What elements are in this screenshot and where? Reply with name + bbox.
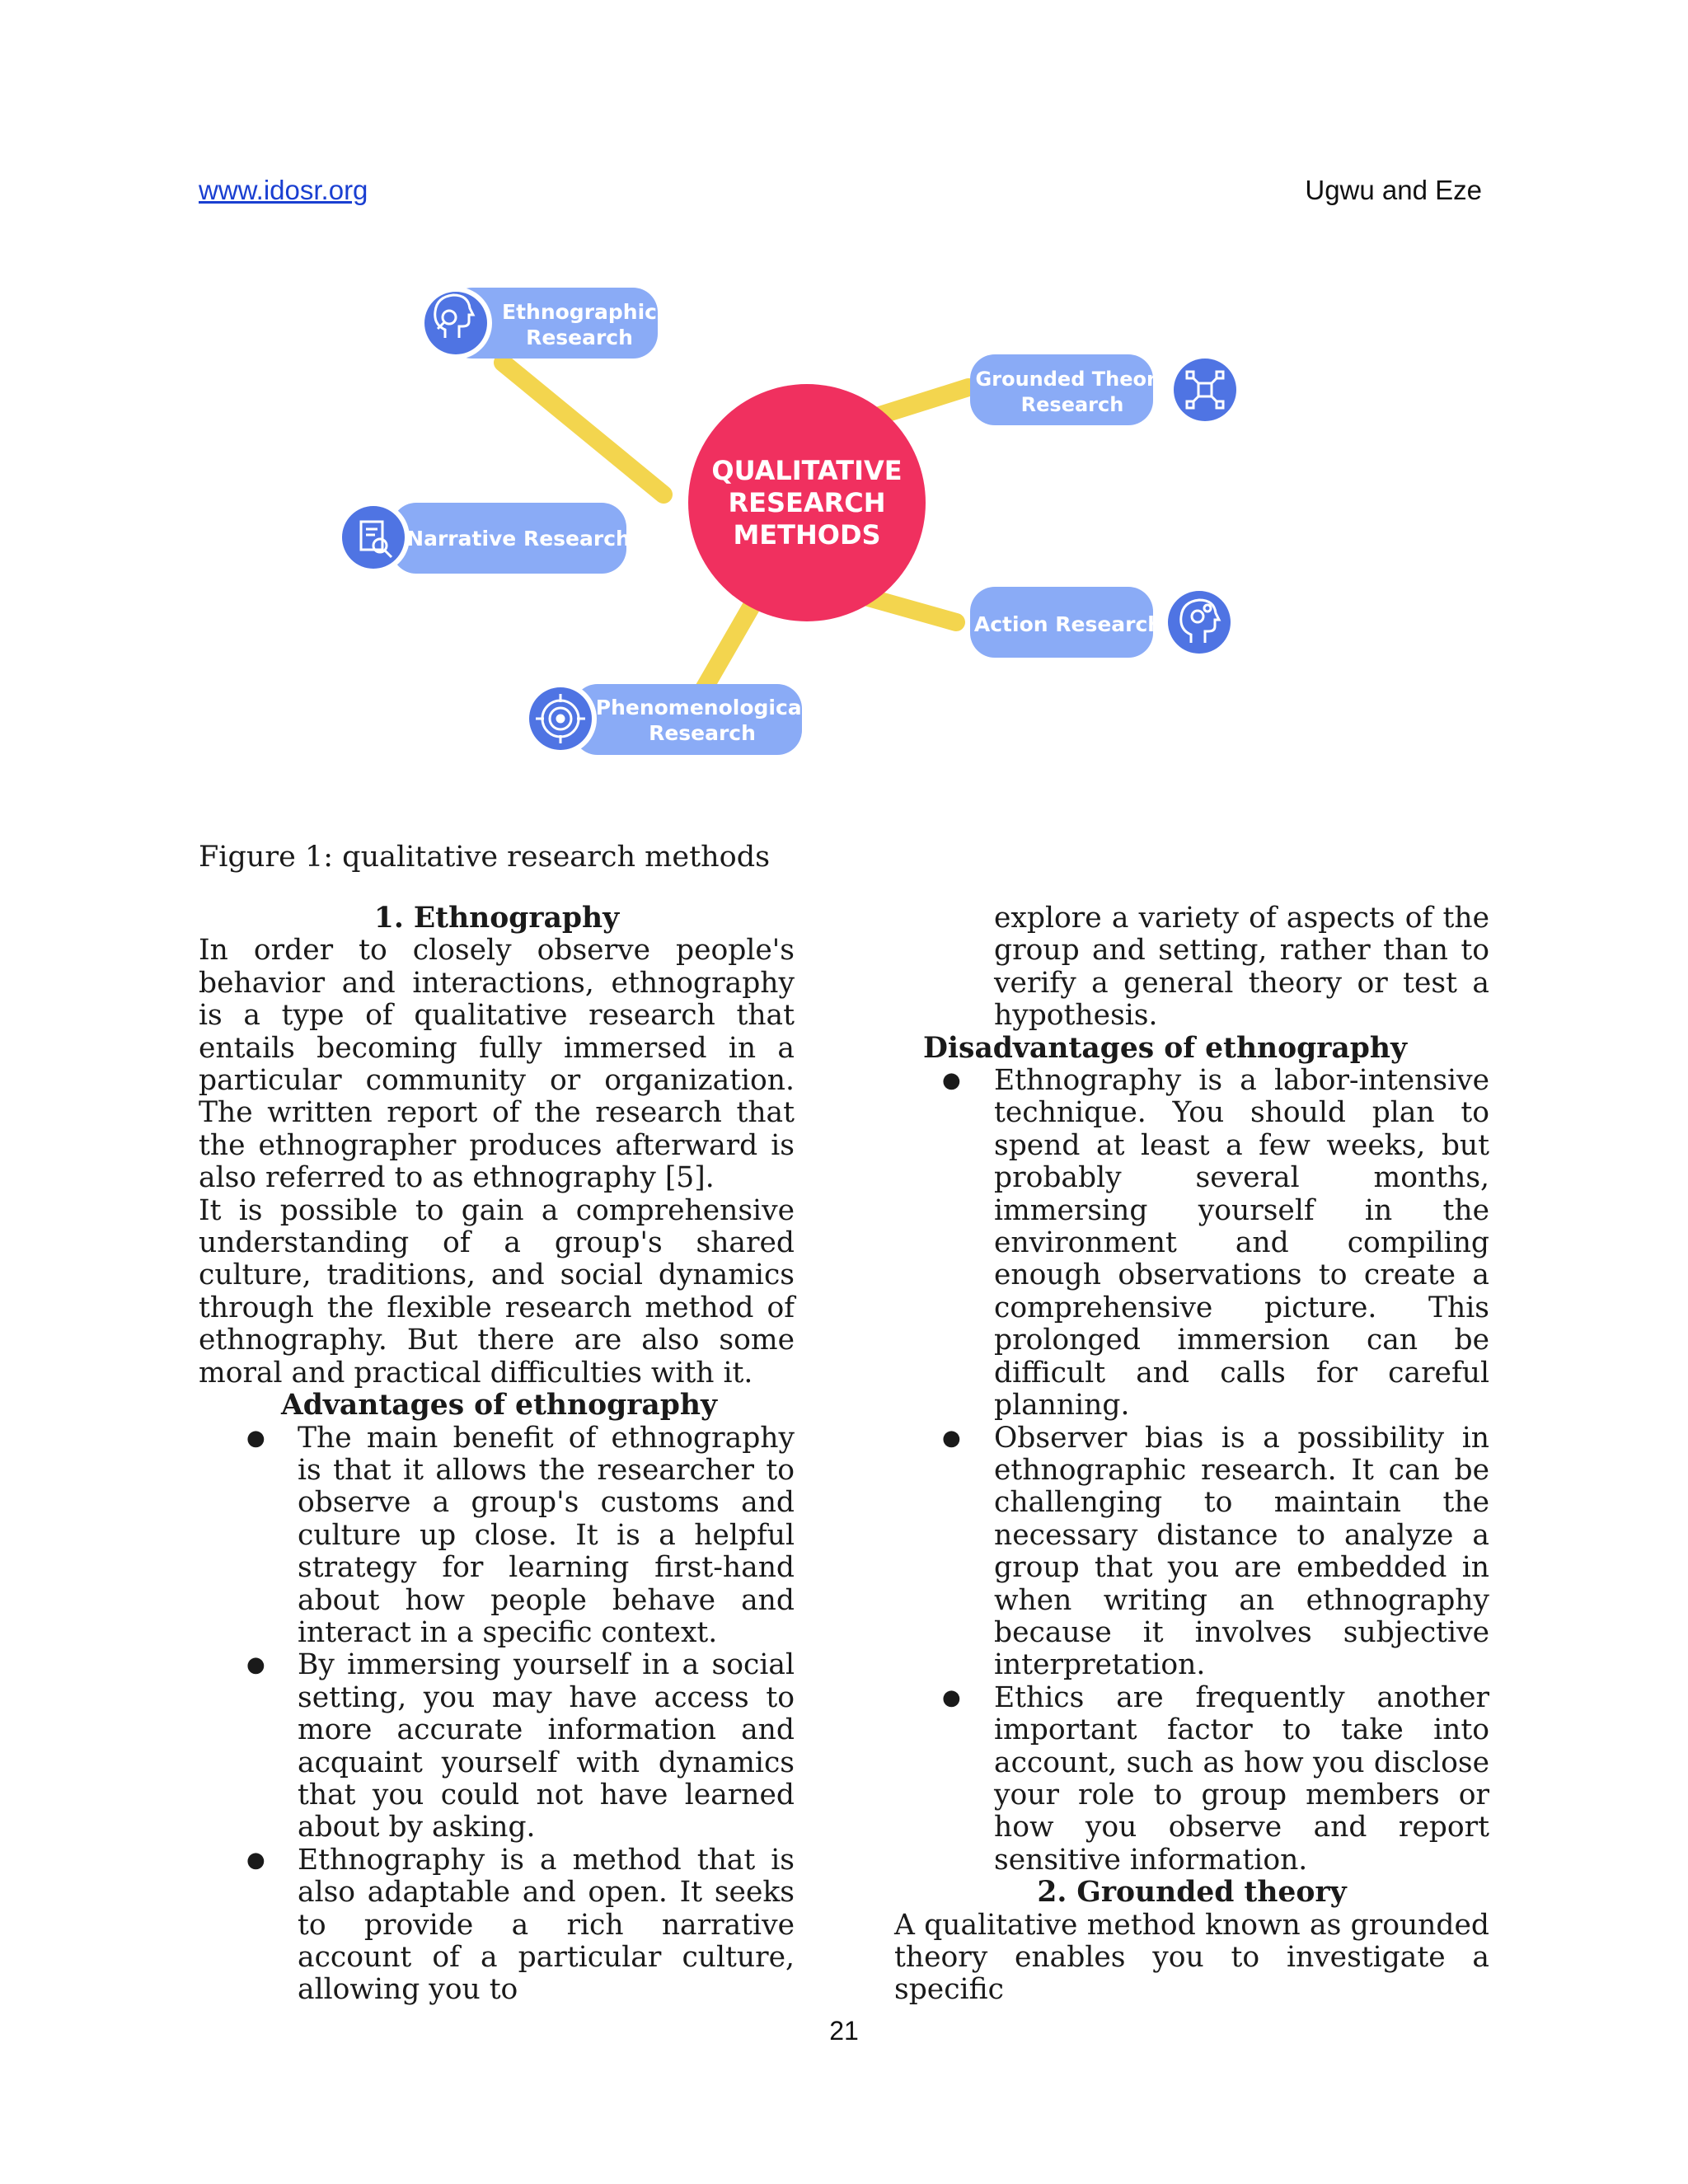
qualitative-methods-diagram bbox=[326, 272, 1273, 783]
list-item: ● By immersing yourself in a social setting, you may have access to more accurate information and acquaint yourself with dynamics that you could not have learned about by asking. bbox=[246, 1648, 795, 1844]
list-item: ● Observer bias is a possibility in ethnographic research. It can be challenging to maintain the necessary distance to analyze a group that you are embedded in when writing an ethnography because it involves subjective interpretation. bbox=[942, 1421, 1489, 1682]
node-phenomenological-line2: Research bbox=[649, 721, 756, 745]
diagram-center bbox=[688, 384, 926, 621]
figure-caption: Figure 1: qualitative research methods bbox=[199, 841, 771, 874]
node-grounded-theory-research bbox=[970, 354, 1241, 426]
node-action-research bbox=[970, 586, 1236, 658]
paragraph: It is possible to gain a comprehensive understanding of a group's shared culture, traditions, and social dynamics through the flexible research method of ethnography. But there are also some moral and practical difficulties with it. bbox=[199, 1193, 795, 1390]
connector-ethnographic bbox=[503, 363, 663, 494]
node-action-line1: Action Research bbox=[973, 612, 1163, 636]
center-label-line3: METHODS bbox=[733, 519, 881, 551]
subheading-advantages: Advantages of ethnography bbox=[281, 1389, 718, 1422]
node-phenomenological-research bbox=[524, 682, 809, 755]
bullet-icon: ● bbox=[246, 1847, 265, 1872]
bullet-icon: ● bbox=[246, 1425, 265, 1451]
list-item: ● Ethnography is a labor-intensive technique. You should plan to spend at least a few weeks, but probably several months, immersing yourself in the environment and compiling enough observations to create a comprehensive picture. This prolonged immersion can be difficult and calls for careful planning. bbox=[942, 1064, 1489, 1422]
paragraph: A qualitative method known as grounded theory enables you to investigate a specific bbox=[894, 1908, 1489, 2007]
list-continuation: explore a variety of aspects of the group and setting, rather than to verify a general theory or test a hypothesis. bbox=[994, 902, 1489, 1033]
node-ethnographic-research bbox=[420, 287, 658, 359]
center-label-line1: QUALITATIVE bbox=[711, 455, 903, 486]
section-heading-grounded-theory: 2. Grounded theory bbox=[1037, 1876, 1347, 1910]
center-label-line2: RESEARCH bbox=[728, 487, 886, 518]
node-ethnographic-line1: Ethnographic bbox=[502, 300, 657, 324]
advantages-list bbox=[199, 1422, 795, 2007]
list-item: ● Ethnography is a method that is also adaptable and open. It seeks to provide a rich narrative account of a particular culture, allowing you to bbox=[246, 1843, 795, 2007]
bullet-icon: ● bbox=[942, 1685, 961, 1710]
node-phenomenological-line1: Phenomenological bbox=[595, 696, 809, 719]
node-narrative-line1: Narrative Research bbox=[406, 527, 631, 551]
page-number: 21 bbox=[829, 2016, 859, 2046]
left-column bbox=[199, 902, 795, 2007]
node-grounded-line2: Research bbox=[1020, 393, 1124, 416]
header-authors: Ugwu and Eze bbox=[1305, 175, 1482, 205]
list-item: ● The main benefit of ethnography is that it allows the researcher to observe a group's customs and culture up close. It is a helpful strategy for learning first-hand about how people behave and interact in a specific context. bbox=[246, 1421, 795, 1649]
bullet-icon: ● bbox=[942, 1068, 961, 1094]
node-grounded-line1: Grounded Theory bbox=[975, 368, 1170, 391]
subheading-disadvantages: Disadvantages of ethnography bbox=[923, 1031, 1408, 1065]
list-item: ● Ethics are frequently another important factor to take into account, such as how you disclose your role to group members or how you observe and report sensitive information. bbox=[942, 1680, 1489, 1877]
bullet-icon: ● bbox=[942, 1425, 961, 1451]
disadvantages-list bbox=[894, 1065, 1489, 1877]
paragraph: In order to closely observe people's behavior and interactions, ethnography is a type of qualitative research that entails becoming fully immersed in a particular community or organization. The written report of the research that the ethnographer produces afterward is also referred to as ethnography [5]. bbox=[199, 934, 795, 1195]
bullet-icon: ● bbox=[246, 1652, 265, 1678]
node-narrative-research bbox=[337, 501, 631, 574]
header-site-link[interactable]: www.idosr.org bbox=[199, 175, 368, 205]
section-heading-ethnography: 1. Ethnography bbox=[373, 902, 620, 935]
node-ethnographic-line2: Research bbox=[526, 326, 633, 349]
right-column bbox=[894, 902, 1489, 2007]
